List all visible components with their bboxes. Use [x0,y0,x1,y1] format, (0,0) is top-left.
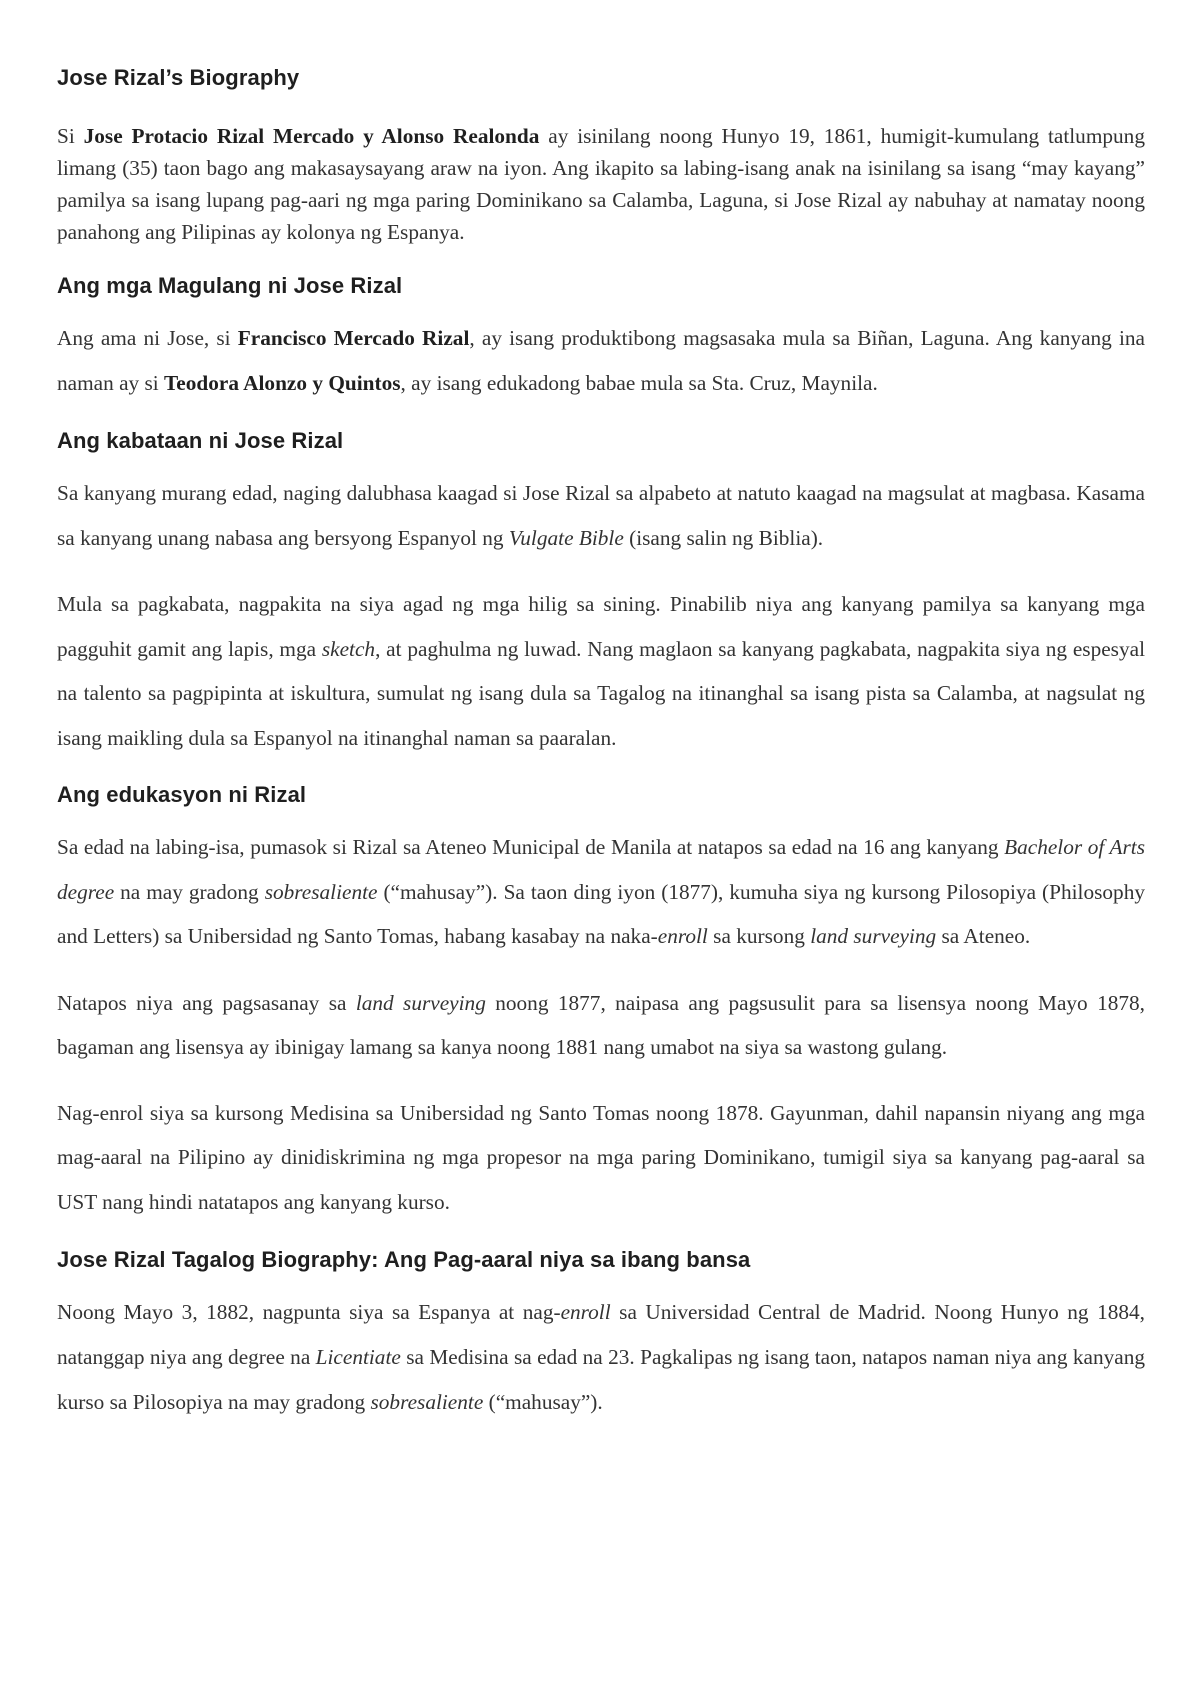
youth-heading: Ang kabataan ni Jose Rizal [57,428,344,453]
parents-heading: Ang mga Magulang ni Jose Rizal [57,273,403,298]
parents-paragraph: Ang ama ni Jose, si Francisco Mercado Rizal, ay isang produktibong magsasaka mula sa Biñan, Laguna. Ang kanyang ina naman ay si Teodora Alonzo y Quintos, ay isang edukadong babae mula sa Sta. Cruz, Maynila. [57,326,1146,395]
education-heading: Ang edukasyon ni Rizal [57,782,307,807]
intro-paragraph: Si Jose Protacio Rizal Mercado y Alonso Realonda ay isinilang noong Hunyo 19, 1861, humigit-kumulang tatlumpung limang (35) taon bago ang makasaysayang araw na iyon. Ang ikapito sa labing-isang anak na isinilang sa isang “may kayang” pamilya sa isang lupang pag-aari ng mga paring Dominikano sa Calamba, Laguna, si Jose Rizal ay nabuhay at namatay noong panahong ang Pilipinas ay kolonya ng Espanya. [57,124,1145,244]
abroad-heading: Jose Rizal Tagalog Biography: Ang Pag-aaral niya sa ibang bansa [57,1247,751,1272]
document-page [57,64,1145,1425]
education-paragraph-2: Natapos niya ang pagsasanay sa land surveying noong 1877, naipasa ang pagsusulit para sa lisensya noong Mayo 1878, bagaman ang lisensya ay ibinigay lamang sa kanya noong 1881 nang umabot na siya sa wastong gulang. [57,990,1145,1059]
education-paragraph-1: Sa edad na labing-isa, pumasok si Rizal sa Ateneo Municipal de Manila at natapos sa edad na 16 ang kanyang Bachelor of Arts degree na may gradong sobresaliente (“mahusay”). Sa taon ding iyon (1877), kumuha siya ng kursong Pilosopiya (Philosophy and Letters) sa Unibersidad ng Santo Tomas, habang kasabay na naka-enroll sa kursong land surveying sa Ateneo. [57,835,1145,948]
father-name: Francisco Mercado Rizal [237,326,470,350]
mother-name: Teodora Alonzo y Quintos [164,370,401,395]
full-name: Jose Protacio Rizal Mercado y Alonso Realonda [83,124,540,148]
abroad-paragraph: Noong Mayo 3, 1882, nagpunta siya sa Espanya at nag-enroll sa Universidad Central de Madrid. Noong Hunyo ng 1884, natanggap niya ang degree na Licentiate sa Medisina sa edad na 23. Pagkalipas ng isang taon, natapos naman niya ang kanyang kurso sa Pilosopiya na may gradong sobresaliente (“mahusay”). [57,1300,1145,1414]
document-title: Jose Rizal’s Biography [57,65,300,90]
youth-paragraph-2: Mula sa pagkabata, nagpakita na siya agad ng mga hilig sa sining. Pinabilib niya ang kanyang pamilya sa kanyang mga pagguhit gamit ang lapis, mga sketch, at paghulma ng luwad. Nang maglaon sa kanyang pagkabata, nagpakita siya ng espesyal na talento sa pagpipinta at iskultura, sumulat ng isang dula sa Tagalog na itinanghal sa isang pista sa Calamba, at nagsulat ng isang maikling dula sa Espanyol na itinanghal naman sa paaralan. [57,592,1145,750]
youth-paragraph-1: Sa kanyang murang edad, naging dalubhasa kaagad si Jose Rizal sa alpabeto at natuto kaagad na magsulat at magbasa. Kasama sa kanyang unang nabasa ang bersyong Espanyol ng Vulgate Bible (isang salin ng Biblia). [57,481,1145,550]
education-paragraph-3: Nag-enrol siya sa kursong Medisina sa Unibersidad ng Santo Tomas noong 1878. Gayunman, dahil napansin niyang ang mga mag-aaral na Pilipino ay dinidiskrimina ng mga propesor na mga paring Dominikano, tumigil siya sa kanyang pag-aaral sa UST nang hindi natatapos ang kanyang kurso. [57,1100,1145,1214]
